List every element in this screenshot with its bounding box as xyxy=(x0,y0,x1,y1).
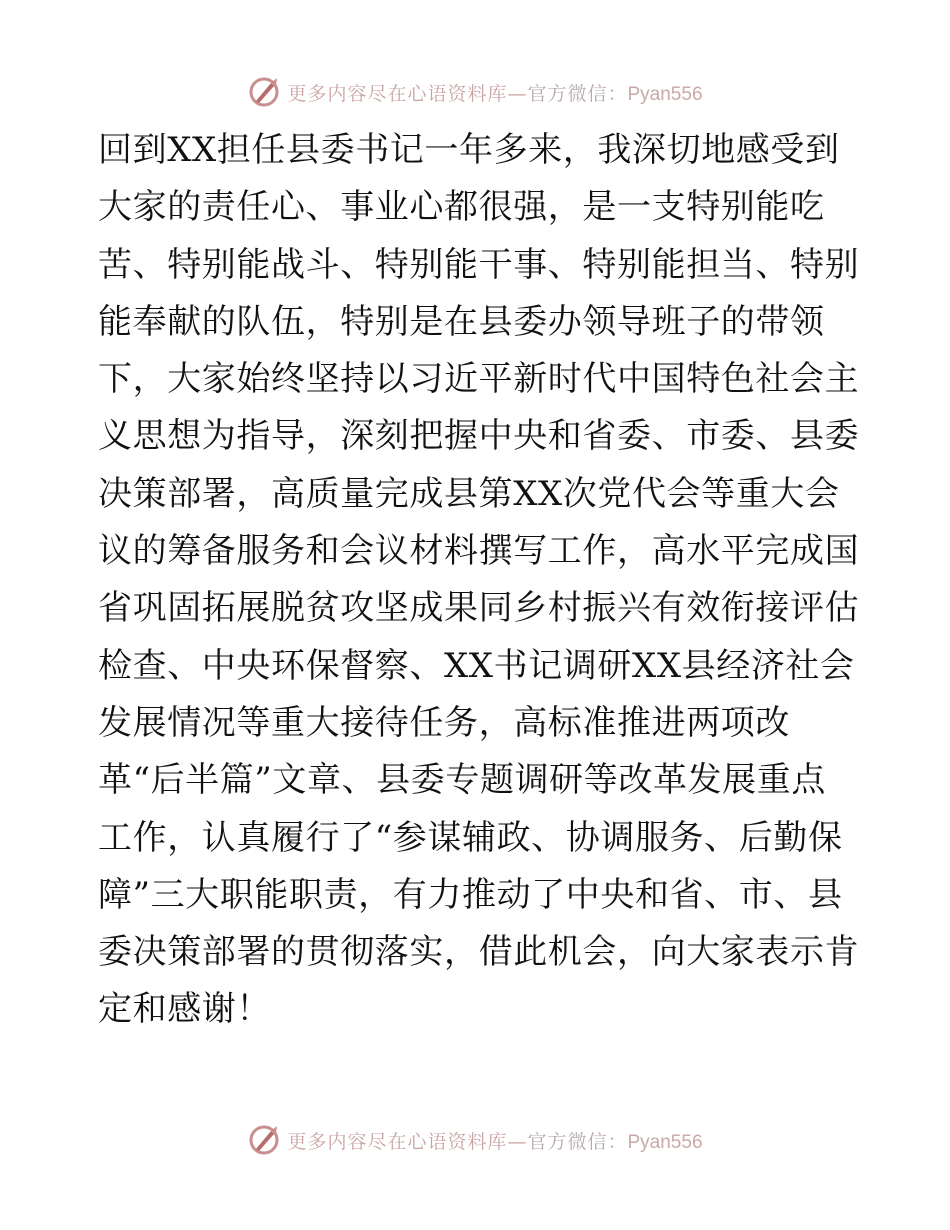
body-line: 议的筹备服务和会议材料撰写工作，高水平完成国 xyxy=(98,531,860,572)
body-line: 决策部署，高质量完成县第XX次党代会等重大会 xyxy=(98,473,840,514)
watermark-handle: Pyan556 xyxy=(627,83,703,105)
watermark-text xyxy=(287,1127,702,1154)
body-line: 能奉献的队伍，特别是在县委办领导班子的带领 xyxy=(98,301,825,342)
watermark-dash: — xyxy=(507,82,528,105)
body-line: 回到XX担任县委书记一年多来，我深切地感受到 xyxy=(98,130,840,170)
body-line: 下，大家始终坚持以习近平新时代中国特色社会主 xyxy=(98,359,860,400)
body-line: 义思想为指导，深刻把握中央和省委、市委、县委 xyxy=(98,416,860,457)
body-line: 委决策部署的贯彻落实，借此机会，向大家表示肯 xyxy=(98,932,860,973)
watermark-handle: Pyan556 xyxy=(627,1131,703,1153)
watermark-official: 官方微信： xyxy=(527,82,628,105)
watermark-text xyxy=(287,79,702,106)
footer-watermark xyxy=(0,1120,950,1160)
watermark-brand: 更多内容尽在心语资料库 xyxy=(287,82,508,105)
body-line: 发展情况等重大接待任务，高标准推进两项改 xyxy=(98,702,790,743)
header-watermark xyxy=(0,72,950,112)
body-line: 障”三大职能职责，有力推动了中央和省、市、县 xyxy=(98,874,843,915)
document-body xyxy=(98,122,858,1039)
quill-circle-logo-icon xyxy=(247,1123,281,1157)
body-line: 大家的责任心、事业心都很强，是一支特别能吃 xyxy=(98,187,825,228)
body-line: 工作，认真履行了“参谋辅政、协调服务、后勤保 xyxy=(98,817,843,858)
watermark-dash: — xyxy=(507,1130,528,1153)
body-line: 省巩固拓展脱贫攻坚成果同乡村振兴有效衔接评估 xyxy=(98,588,860,629)
quill-circle-logo-icon xyxy=(247,75,281,109)
watermark-brand: 更多内容尽在心语资料库 xyxy=(287,1130,508,1153)
watermark-official: 官方微信： xyxy=(527,1130,628,1153)
body-line: 定和感谢！ xyxy=(98,989,271,1030)
body-line: 检查、中央环保督察、XX书记调研XX县经济社会 xyxy=(98,645,855,686)
body-line: 革“后半篇”文章、县委专题调研等改革发展重点 xyxy=(98,760,826,801)
body-line: 苦、特别能战斗、特别能干事、特别能担当、特别 xyxy=(98,244,860,285)
